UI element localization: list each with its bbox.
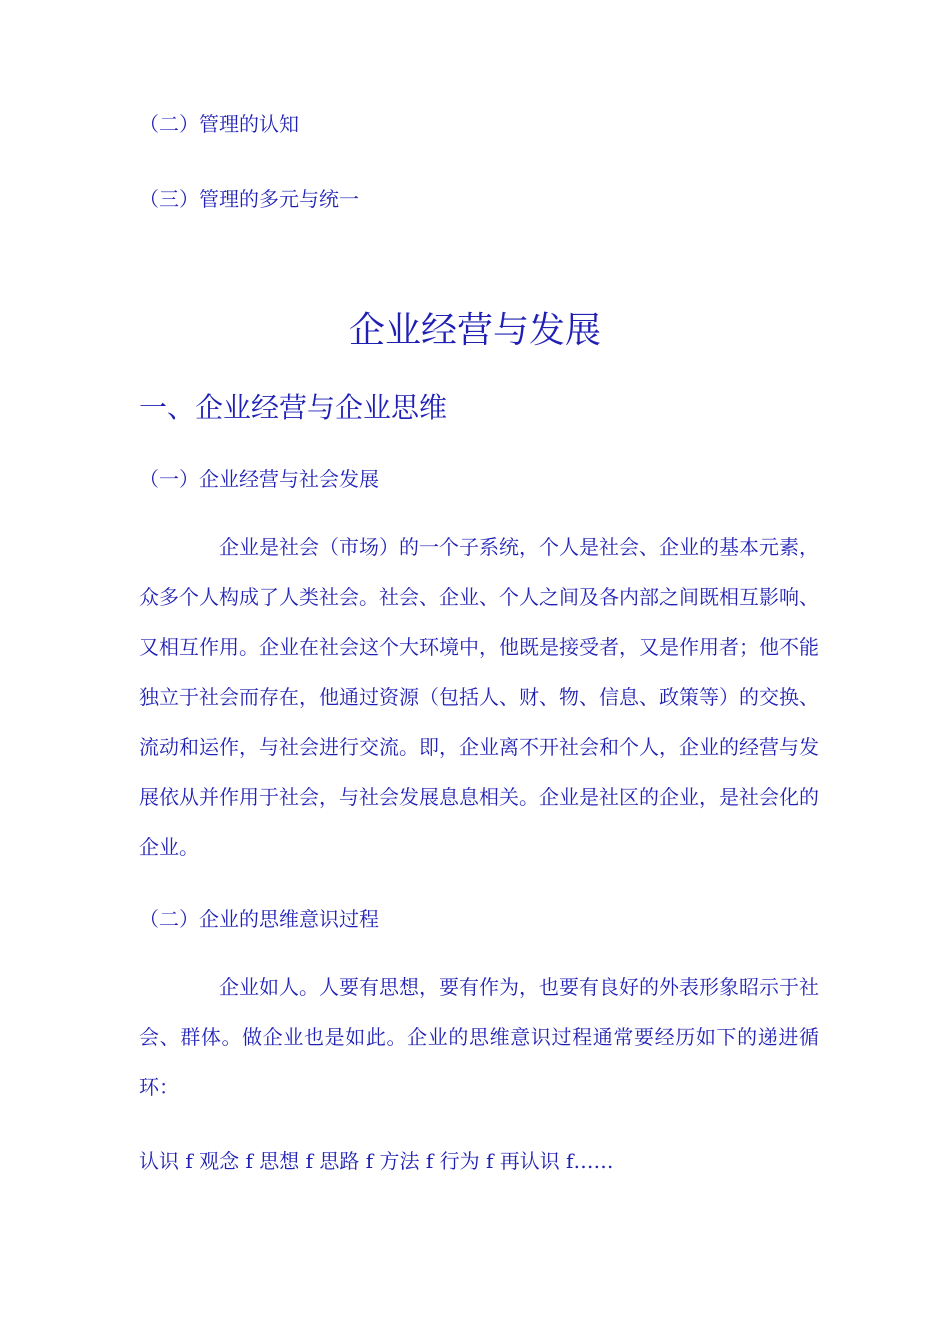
section-heading-management-pluralism: （三）管理的多元与统一 (139, 187, 359, 211)
subsection-heading-thinking-process: （二）企业的思维意识过程 (139, 907, 379, 931)
paragraph-business-society: 企业是社会（市场）的一个子系统，个人是社会、企业的基本元素，众多个人构成了人类社会。社会、企业、个人之间及各内部之间既相互影响、又相互作用。企业在社会这个大环境中，他既是接受者，又是作用者；他不能独立于社会而存在，他通过资源（包括人、财、物、信息、政策等）的交换、流动和运作，与社会进行交流。即，企业离不开社会和个人，企业的经营与发展依从并作用于社会，与社会发展息息相关。企业是社区的企业，是社会化的企业。 (139, 535, 819, 859)
thinking-cycle-chain: 认识 f 观念 f 思想 f 思路 f 方法 f 行为 f 再认识 f…… (139, 1149, 614, 1173)
subsection-heading-business-society: （一）企业经营与社会发展 (139, 467, 379, 491)
document-title: 企业经营与发展 (348, 310, 601, 351)
paragraph-thinking-process: 企业如人。人要有思想，要有作为，也要有良好的外表形象昭示于社会、群体。做企业也是如此。企业的思维意识过程通常要经历如下的递进循环： (139, 975, 819, 1099)
section-heading-management-cognition: （二）管理的认知 (139, 112, 299, 136)
chapter-heading: 一、企业经营与企业思维 (139, 391, 448, 424)
